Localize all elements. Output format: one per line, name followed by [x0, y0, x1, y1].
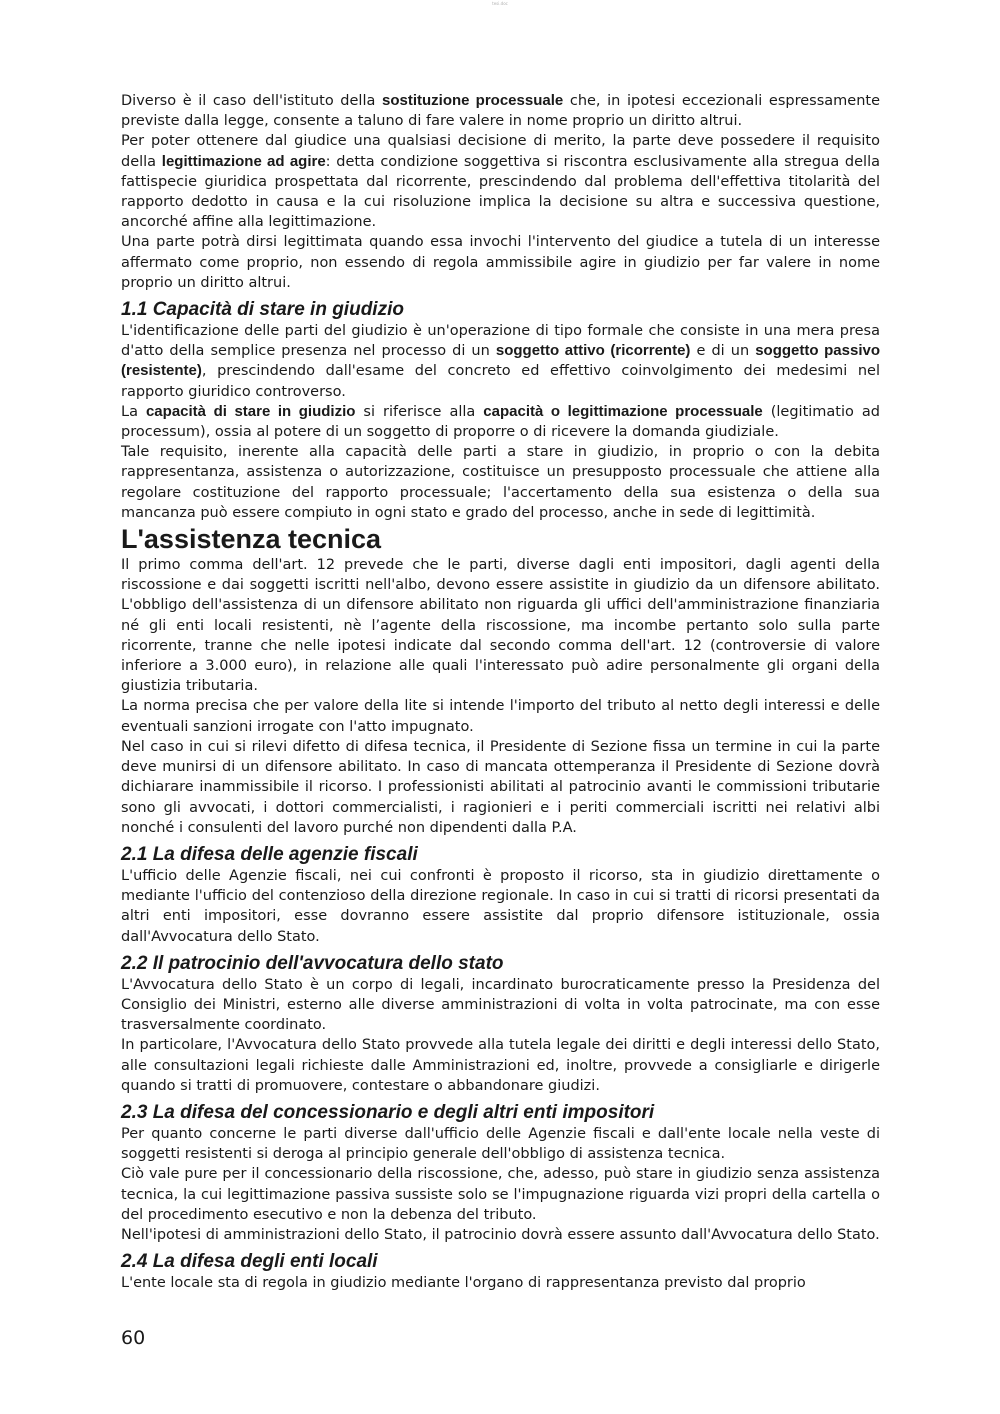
paragraph [121, 737, 880, 838]
text-run: La norma precisa che per valore della lite si intende l'importo del tributo al netto degli interessi e delle eventuali sanzioni irrogate con l'atto impugnato. [121, 698, 880, 735]
text-run: Il primo comma dell'art. 12 prevede che le parti, diverse dagli enti impositori, dagli agenti della riscossione e dai soggetti iscritti nell'albo, devono essere assistite in giudizio da un difensore abilitato. L'obbligo dell'assistenza di un difensore abilitato non riguarda gli uffici dell'amministrazione finanziaria né gli enti locali resistenti, nè l’agente della riscossione, ma incombe pertanto solo sulla parte ricorrente, tranne che nelle ipotesi indicate dal secondo comma dell'art. 12 (controversie di valore inferiore a 3.000 euro), in relazione alle quali l'interessato può adire personalmente gli organi della giustizia tributaria. [121, 557, 880, 695]
text-run: Una parte potrà dirsi legittimata quando essa invochi l'intervento del giudice a tutela di un interesse affermato come proprio, non essendo di regola ammissibile agire in giudizio per far valere in nome proprio un diritto altrui. [121, 234, 880, 291]
text-run: Diverso è il caso dell'istituto della [121, 93, 382, 109]
text-run: Ciò vale pure per il concessionario della riscossione, che, adesso, può stare in giudizio senza assistenza tecnica, la cui legittimazione passiva sussiste solo se l'impugnazione riguarda vizi propri della cartella o del procedimento esecutivo e non la debenza del tributo. [121, 1166, 880, 1223]
text-run: La [121, 403, 146, 420]
text-run: L'identificazione delle parti del giudizio è un'operazione di tipo formale che consiste in una mera presa d'atto della semplice presenza nel processo di un [121, 323, 880, 360]
text-run: , prescindendo dall'esame del concreto ed effettivo coinvolgimento dei medesimi nel rapporto giuridico controverso. [121, 363, 880, 400]
text-run: Per poter ottenere dal giudice una qualsiasi decisione di merito, la parte deve possedere il requisito della [121, 133, 880, 170]
paragraph [121, 1124, 880, 1164]
bold-term: sostituzione processuale [382, 92, 564, 109]
section-heading: 1.1 Capacità di stare in giudizio [121, 299, 404, 321]
paragraph [121, 866, 880, 947]
bold-term: legittimazione ad agire [161, 152, 326, 170]
text-run: Tale requisito, inerente alla capacità delle parti a stare in giudizio, in proprio o con la debita rappresentanza, assistenza o autorizzazione, costituisce un presupposto processuale che attiene alla regolare costituzione del rapporto processuale; l'accertamento della sua esistenza o della sua mancanza può essere compiuto in ogni stato e grado del processo, anche in sede di legittimità. [121, 444, 880, 521]
page-number: 60 [121, 1327, 146, 1349]
section-heading: 2.1 La difesa delle agenzie fiscali [121, 843, 418, 865]
text-run: Nel caso in cui si rilevi difetto di difesa tecnica, il Presidente di Sezione fissa un termine in cui la parte deve munirsi di un difensore abilitato. In caso di mancata ottemperanza il Presidente di Sezione dovrà dichiarare inammissibile il ricorso. I professionisti abilitati al patrocinio avanti le commissioni tributarie sono gli avvocati, i dottori commercialisti, i ragionieri e i periti commerciali iscritti nei relativi albi nonché i consulenti del lavoro purché non dipendenti dalla P.A. [121, 738, 880, 836]
bold-term: soggetto passivo (resistente) [121, 342, 880, 380]
header-mark: tesi.doc [492, 1, 508, 6]
text-run: e di un [690, 343, 756, 360]
paragraph [121, 442, 880, 523]
paragraph [121, 975, 880, 1036]
paragraph [121, 1273, 880, 1293]
document-body [121, 91, 880, 1293]
text-run: (legitimatio ad processum), ossia al potere di un soggetto di proporre o di ricevere la domanda giudiziale. [121, 403, 880, 441]
paragraph [121, 131, 880, 232]
paragraph [121, 402, 880, 442]
text-run: si riferisce alla [355, 403, 484, 420]
paragraph [121, 1225, 880, 1245]
paragraph [121, 232, 880, 293]
text-run: L'ufficio delle Agenzie fiscali, nei cui confronti è proposto il ricorso, sta in giudizio direttamente o mediante l'ufficio del contenzioso della direzione regionale. In caso in cui si tratti di ricorsi presentati da altri enti impositori, esse dovranno essere assistite dal proprio difensore istituzionale, ossia dall'Avvocatura dello Stato. [121, 867, 880, 945]
bold-term: capacità di stare in giudizio [145, 402, 356, 420]
text-run: Per quanto concerne le parti diverse dall'ufficio delle Agenzie fiscali e dall'ente locale nella veste di soggetti resistenti si deroga al principio generale dell'obbligo di assistenza tecnica. [121, 1125, 880, 1163]
paragraph [121, 91, 880, 131]
text-run: L'ente locale sta di regola in giudizio mediante l'organo di rappresentanza previsto dal proprio [121, 1275, 806, 1292]
section-heading: 2.4 La difesa degli enti locali [121, 1251, 378, 1273]
chapter-heading: L'assistenza tecnica [121, 524, 382, 555]
bold-term: capacità o legittimazione processuale [483, 402, 763, 420]
section-heading: 2.3 La difesa del concessionario e degli altri enti impositori [121, 1101, 655, 1123]
paragraph [121, 321, 880, 402]
paragraph [121, 1035, 880, 1096]
paragraph [121, 1164, 880, 1225]
paragraph [121, 555, 880, 696]
text-run: In particolare, l'Avvocatura dello Stato provvede alla tutela legale dei diritti e degli interessi dello Stato, alle consultazioni legali richieste dalle Amministrazioni ed, inoltre, provvede a consigliarle e dirigerle quando si tratti di promuovere, contestare o abbandonare giudizi. [121, 1037, 880, 1094]
text-run: L'Avvocatura dello Stato è un corpo di legali, incardinato burocraticamente presso la Presidenza del Consiglio dei Ministri, esterno alle diverse amministrazioni di volta in volta patrocinate, ma con esse trasversalmente coordinato. [121, 976, 880, 1034]
text-run: : detta condizione soggettiva si riscontra esclusivamente alla stregua della fattispecie giuridica prospettata dal ricorrente, prescindendo dal problema dell'effettiva titolarità del rapporto dedotto in causa e la cui risoluzione implica la decisione su altra e successiva questione, ancorché affine alla legittimazione. [121, 153, 880, 231]
paragraph [121, 696, 880, 736]
bold-term: soggetto attivo (ricorrente) [495, 342, 691, 360]
text-run: Nell'ipotesi di amministrazioni dello Stato, il patrocinio dovrà essere assunto dall'Avvocatura dello Stato. [121, 1226, 880, 1243]
text-run: che, in ipotesi eccezionali espressamente previste dalla legge, consente a taluno di fare valere in nome proprio un diritto altrui. [121, 93, 881, 130]
section-heading: 2.2 Il patrocinio dell'avvocatura dello stato [121, 952, 504, 974]
